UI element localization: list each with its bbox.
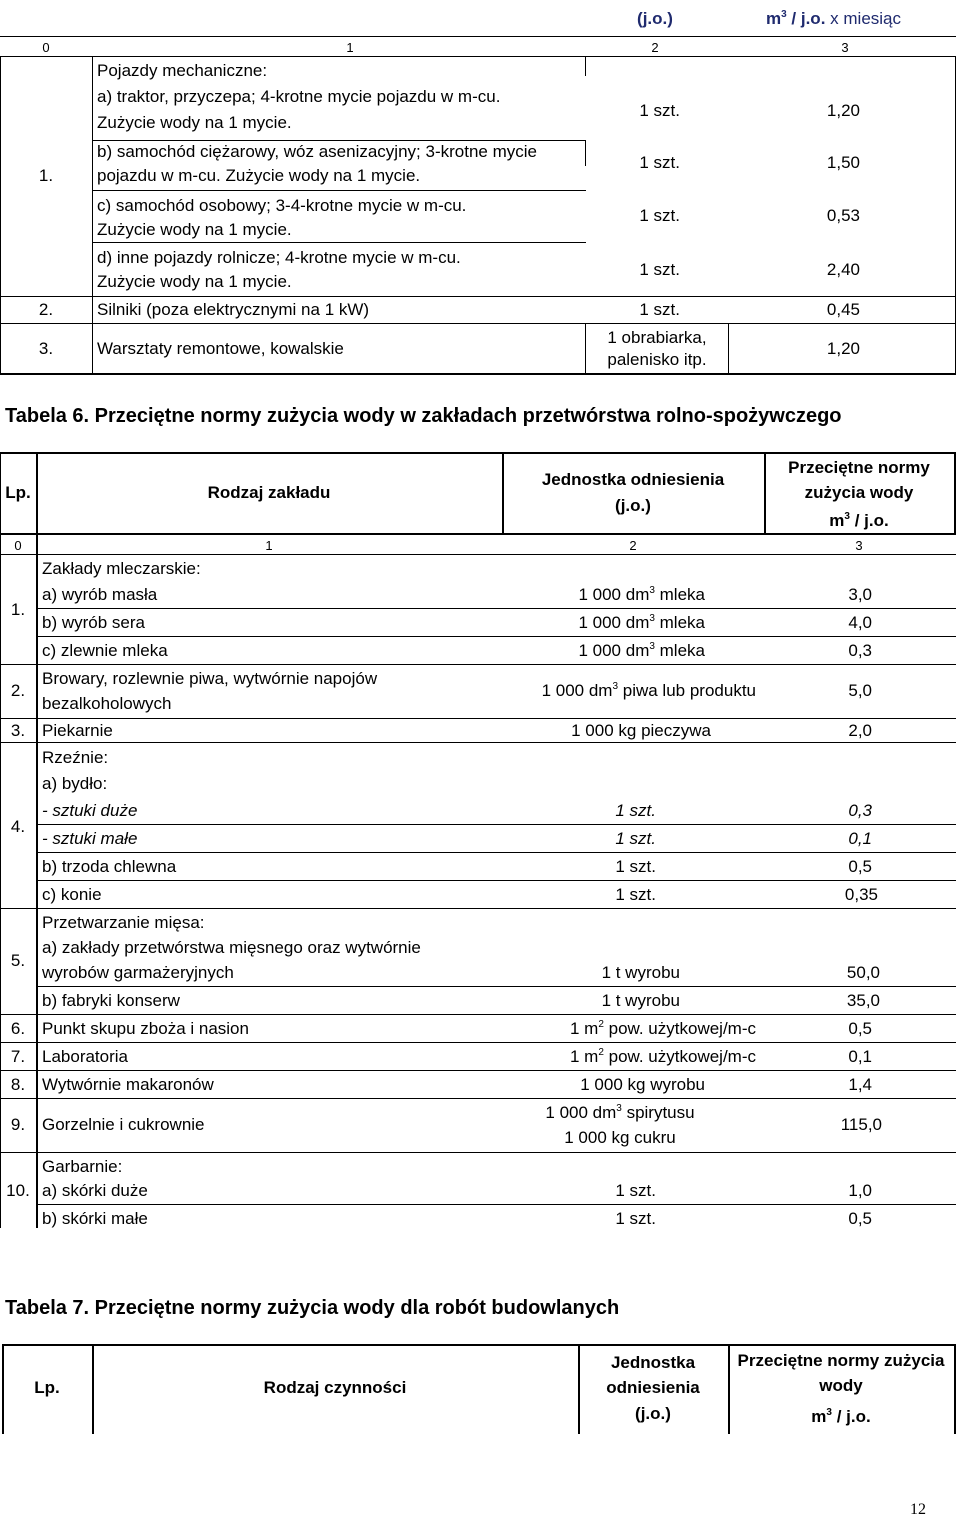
t6-row9-unit-line2: 1 000 kg cukru <box>564 1128 676 1147</box>
t6-row1-title: Zakłady mleczarskie: <box>42 559 201 578</box>
t5-row3-number: 3. <box>38 339 54 358</box>
t6-colnum-1: 1 <box>265 538 273 553</box>
t6-colnum-3: 3 <box>855 538 863 553</box>
t5-row2-text: Silniki (poza elektrycznymi na 1 kW) <box>97 300 370 319</box>
t5-colnum-0: 0 <box>42 40 50 55</box>
t5-colnum-2: 2 <box>651 40 659 55</box>
t5-row1b-unit: 1 szt. <box>639 153 680 172</box>
t7-header-norm-line2: wody <box>819 1376 863 1395</box>
t6-row4c-text: c) konie <box>42 885 102 904</box>
t6-header-unit-line1: Jednostka odniesienia <box>541 470 725 489</box>
t5-row2-number: 2. <box>38 300 54 319</box>
t6-row2-value: 5,0 <box>848 681 872 700</box>
t6-header-norm-line2: zużycia wody <box>804 483 914 502</box>
t6-row1a-unit: 1 000 $dm^3$ mleka <box>578 585 705 604</box>
t6-row7-text: Laboratoria <box>42 1047 129 1066</box>
t7-header-unit-line3: (j.o.) <box>635 1404 671 1423</box>
t6-row4a1-unit: 1 szt. <box>615 801 656 820</box>
t5-row1d-unit: 1 szt. <box>639 260 680 279</box>
t6-row10-number: 10. <box>6 1181 30 1200</box>
t5-row3-unit-line1: 1 obrabiarka, <box>607 328 707 347</box>
t6-row1c-text: c) zlewnie mleka <box>42 641 168 660</box>
t6-row4b-value: 0,5 <box>848 857 872 876</box>
t7-header-norm-line1: Przeciętne normy zużycia <box>737 1351 945 1370</box>
t6-row3-value: 2,0 <box>848 721 872 740</box>
t6-row5a-value: 50,0 <box>846 963 880 982</box>
t5-colnum-3: 3 <box>841 40 849 55</box>
t6-row3-text: Piekarnie <box>42 721 113 740</box>
t6-row4c-unit: 1 szt. <box>615 885 656 904</box>
t6-row1b-text: b) wyrób sera <box>42 613 145 632</box>
t6-row4a2-unit: 1 szt. <box>615 829 656 848</box>
t6-row5a-line2: wyrobów garmażeryjnych <box>42 963 234 982</box>
t6-header-unit-line2: (j.o.) <box>615 496 651 515</box>
t6-row4a1-value: 0,3 <box>848 801 872 820</box>
t6-row3-number: 3. <box>10 721 26 740</box>
t5-row1a-line1: a) traktor, przyczepa; 4-krotne mycie pojazdu w m-cu. <box>97 87 501 106</box>
t6-row4-title: Rzeźnie: <box>42 748 109 767</box>
t5-row1b-value: 1,50 <box>826 153 860 172</box>
t6-row1c-unit: 1 000 $dm^3$ mleka <box>578 641 705 660</box>
t6-row10b-value: 0,5 <box>848 1209 872 1228</box>
t6-row6-unit: 1 $m^2$ pow. użytkowej/m-c <box>569 1019 756 1038</box>
t5-row3-unit-line2: palenisko itp. <box>607 350 707 369</box>
t6-header-norm-line1: Przeciętne normy <box>788 458 930 477</box>
t6-row8-number: 8. <box>10 1075 26 1094</box>
t6-header-kind: Rodzaj zakładu <box>207 483 331 502</box>
t6-row5-number: 5. <box>10 951 26 970</box>
t6-row9-unit-line1: 1 000 $dm^3$ spirytusu <box>545 1103 695 1122</box>
t5-row1c-line1: c) samochód osobowy; 3-4-krotne mycie w m-cu. <box>97 196 467 215</box>
t5-row1b-line1: b) samochód ciężarowy, wóz asenizacyjny; 3-krotne mycie <box>97 142 537 161</box>
t6-row7-value: 0,1 <box>848 1047 872 1066</box>
t5-colnum-1: 1 <box>346 40 354 55</box>
t6-row1b-value: 4,0 <box>848 613 872 632</box>
t5-row1d-line1: d) inne pojazdy rolnicze; 4-krotne mycie w m-cu. <box>97 248 461 267</box>
t6-row1a-value: 3,0 <box>848 585 872 604</box>
t5-row1a-line2: Zużycie wody na 1 mycie. <box>97 113 292 132</box>
t6-row6-value: 0,5 <box>848 1019 872 1038</box>
page-number: 12 <box>910 1501 926 1518</box>
t5-row3-value: 1,20 <box>826 339 860 358</box>
t6-row6-number: 6. <box>10 1019 26 1038</box>
t6-row4b-unit: 1 szt. <box>615 857 656 876</box>
t5-row1c-value: 0,53 <box>826 206 860 225</box>
t5-row1-title: Pojazdy mechaniczne: <box>97 61 268 80</box>
t6-row4a2-value: 0,1 <box>848 829 872 848</box>
t6-row10b-unit: 1 szt. <box>615 1209 656 1228</box>
t5-row1a-value: 1,20 <box>826 101 860 120</box>
t5-row2-unit: 1 szt. <box>639 300 680 319</box>
t6-row2-line1: Browary, rozlewnie piwa, wytwórnie napojów <box>42 669 378 688</box>
t6-row1-number: 1. <box>10 600 26 619</box>
t5-row2-value: 0,45 <box>826 300 860 319</box>
t7-header-kind: Rodzaj czynności <box>263 1378 407 1397</box>
t6-header-norm-unit: $m^3 / j.o$. <box>829 511 889 530</box>
t6-row7-unit: 1 $m^2$ pow. użytkowej/m-c <box>569 1047 756 1066</box>
t5-row3-text: Warsztaty remontowe, kowalskie <box>97 339 344 358</box>
t7-header-unit-line2: odniesienia <box>606 1378 700 1397</box>
t5-header-unit: (j.o.) <box>637 9 673 28</box>
t6-row1a-text: a) wyrób masła <box>42 585 158 604</box>
t6-row2-unit: 1 000 $dm^3$ piwa lub produktu <box>541 681 756 700</box>
t5-row1c-line2: Zużycie wody na 1 mycie. <box>97 220 292 239</box>
t6-row10b-text: b) skórki małe <box>42 1209 148 1228</box>
table-6-title: Tabela 6. Przeciętne normy zużycia wody w zakładach przetwórstwa rolno-spożywczego <box>5 405 842 427</box>
t6-row9-value: 115,0 <box>840 1115 882 1134</box>
t6-row8-value: 1,4 <box>848 1075 872 1094</box>
t6-row5a-unit: 1 t wyrobu <box>601 963 680 982</box>
t6-row10a-value: 1,0 <box>848 1181 872 1200</box>
t6-row10-title: Garbarnie: <box>42 1157 123 1176</box>
t6-row9-text: Gorzelnie i cukrownie <box>42 1115 205 1134</box>
t6-colnum-2: 2 <box>629 538 637 553</box>
t6-row6-text: Punkt skupu zboża i nasion <box>42 1019 249 1038</box>
t7-header-unit-line1: Jednostka <box>610 1353 696 1372</box>
t6-row8-unit: 1 000 kg wyrobu <box>580 1075 705 1094</box>
t5-row1d-value: 2,40 <box>826 260 860 279</box>
t6-row2-number: 2. <box>10 681 26 700</box>
t5-row1a-unit: 1 szt. <box>639 101 680 120</box>
t5-row1-number: 1. <box>38 166 54 185</box>
t6-row5b-value: 35,0 <box>846 991 880 1010</box>
t6-row7-number: 7. <box>10 1047 26 1066</box>
t6-row5b-unit: 1 t wyrobu <box>601 991 680 1010</box>
t6-row2-line2: bezalkoholowych <box>42 694 172 713</box>
t6-row5-title: Przetwarzanie mięsa: <box>42 913 205 932</box>
t6-header-lp: Lp. <box>5 483 31 502</box>
t6-row5b-text: b) fabryki konserw <box>42 991 180 1010</box>
t6-row8-text: Wytwórnie makaronów <box>42 1075 214 1094</box>
t5-row1d-line2: Zużycie wody na 1 mycie. <box>97 272 292 291</box>
t6-row4c-value: 0,35 <box>844 885 878 904</box>
t6-row10a-unit: 1 szt. <box>615 1181 656 1200</box>
t6-row9-number: 9. <box>10 1115 26 1134</box>
t6-row1c-value: 0,3 <box>848 641 872 660</box>
t6-row5a-line1: a) zakłady przetwórstwa mięsnego oraz wytwórnie <box>42 938 421 957</box>
t6-row4-number: 4. <box>10 817 26 836</box>
table-7-title: Tabela 7. Przeciętne normy zużycia wody dla robót budowlanych <box>5 1297 620 1319</box>
t6-colnum-0: 0 <box>14 538 22 553</box>
t6-row4a1-text: - sztuki duże <box>42 801 138 820</box>
t6-row10a-text: a) skórki duże <box>42 1181 148 1200</box>
t7-header-norm-unit: $m^3 / j.o$. <box>811 1407 871 1426</box>
t6-row4b-text: b) trzoda chlewna <box>42 857 177 876</box>
t6-row1b-unit: 1 000 $dm^3$ mleka <box>578 613 705 632</box>
t6-row4a2-text: - sztuki małe <box>42 829 138 848</box>
t6-row4-subtitle: a) bydło: <box>42 774 108 793</box>
t5-header-norm: $m^3 / j.o$. x miesiąc <box>766 9 902 28</box>
t7-header-lp: Lp. <box>34 1378 60 1397</box>
t5-row1c-unit: 1 szt. <box>639 206 680 225</box>
t6-row3-unit: 1 000 kg pieczywa <box>571 721 711 740</box>
t5-row1b-line2: pojazdu w m-cu. Zużycie wody na 1 mycie. <box>97 166 421 185</box>
